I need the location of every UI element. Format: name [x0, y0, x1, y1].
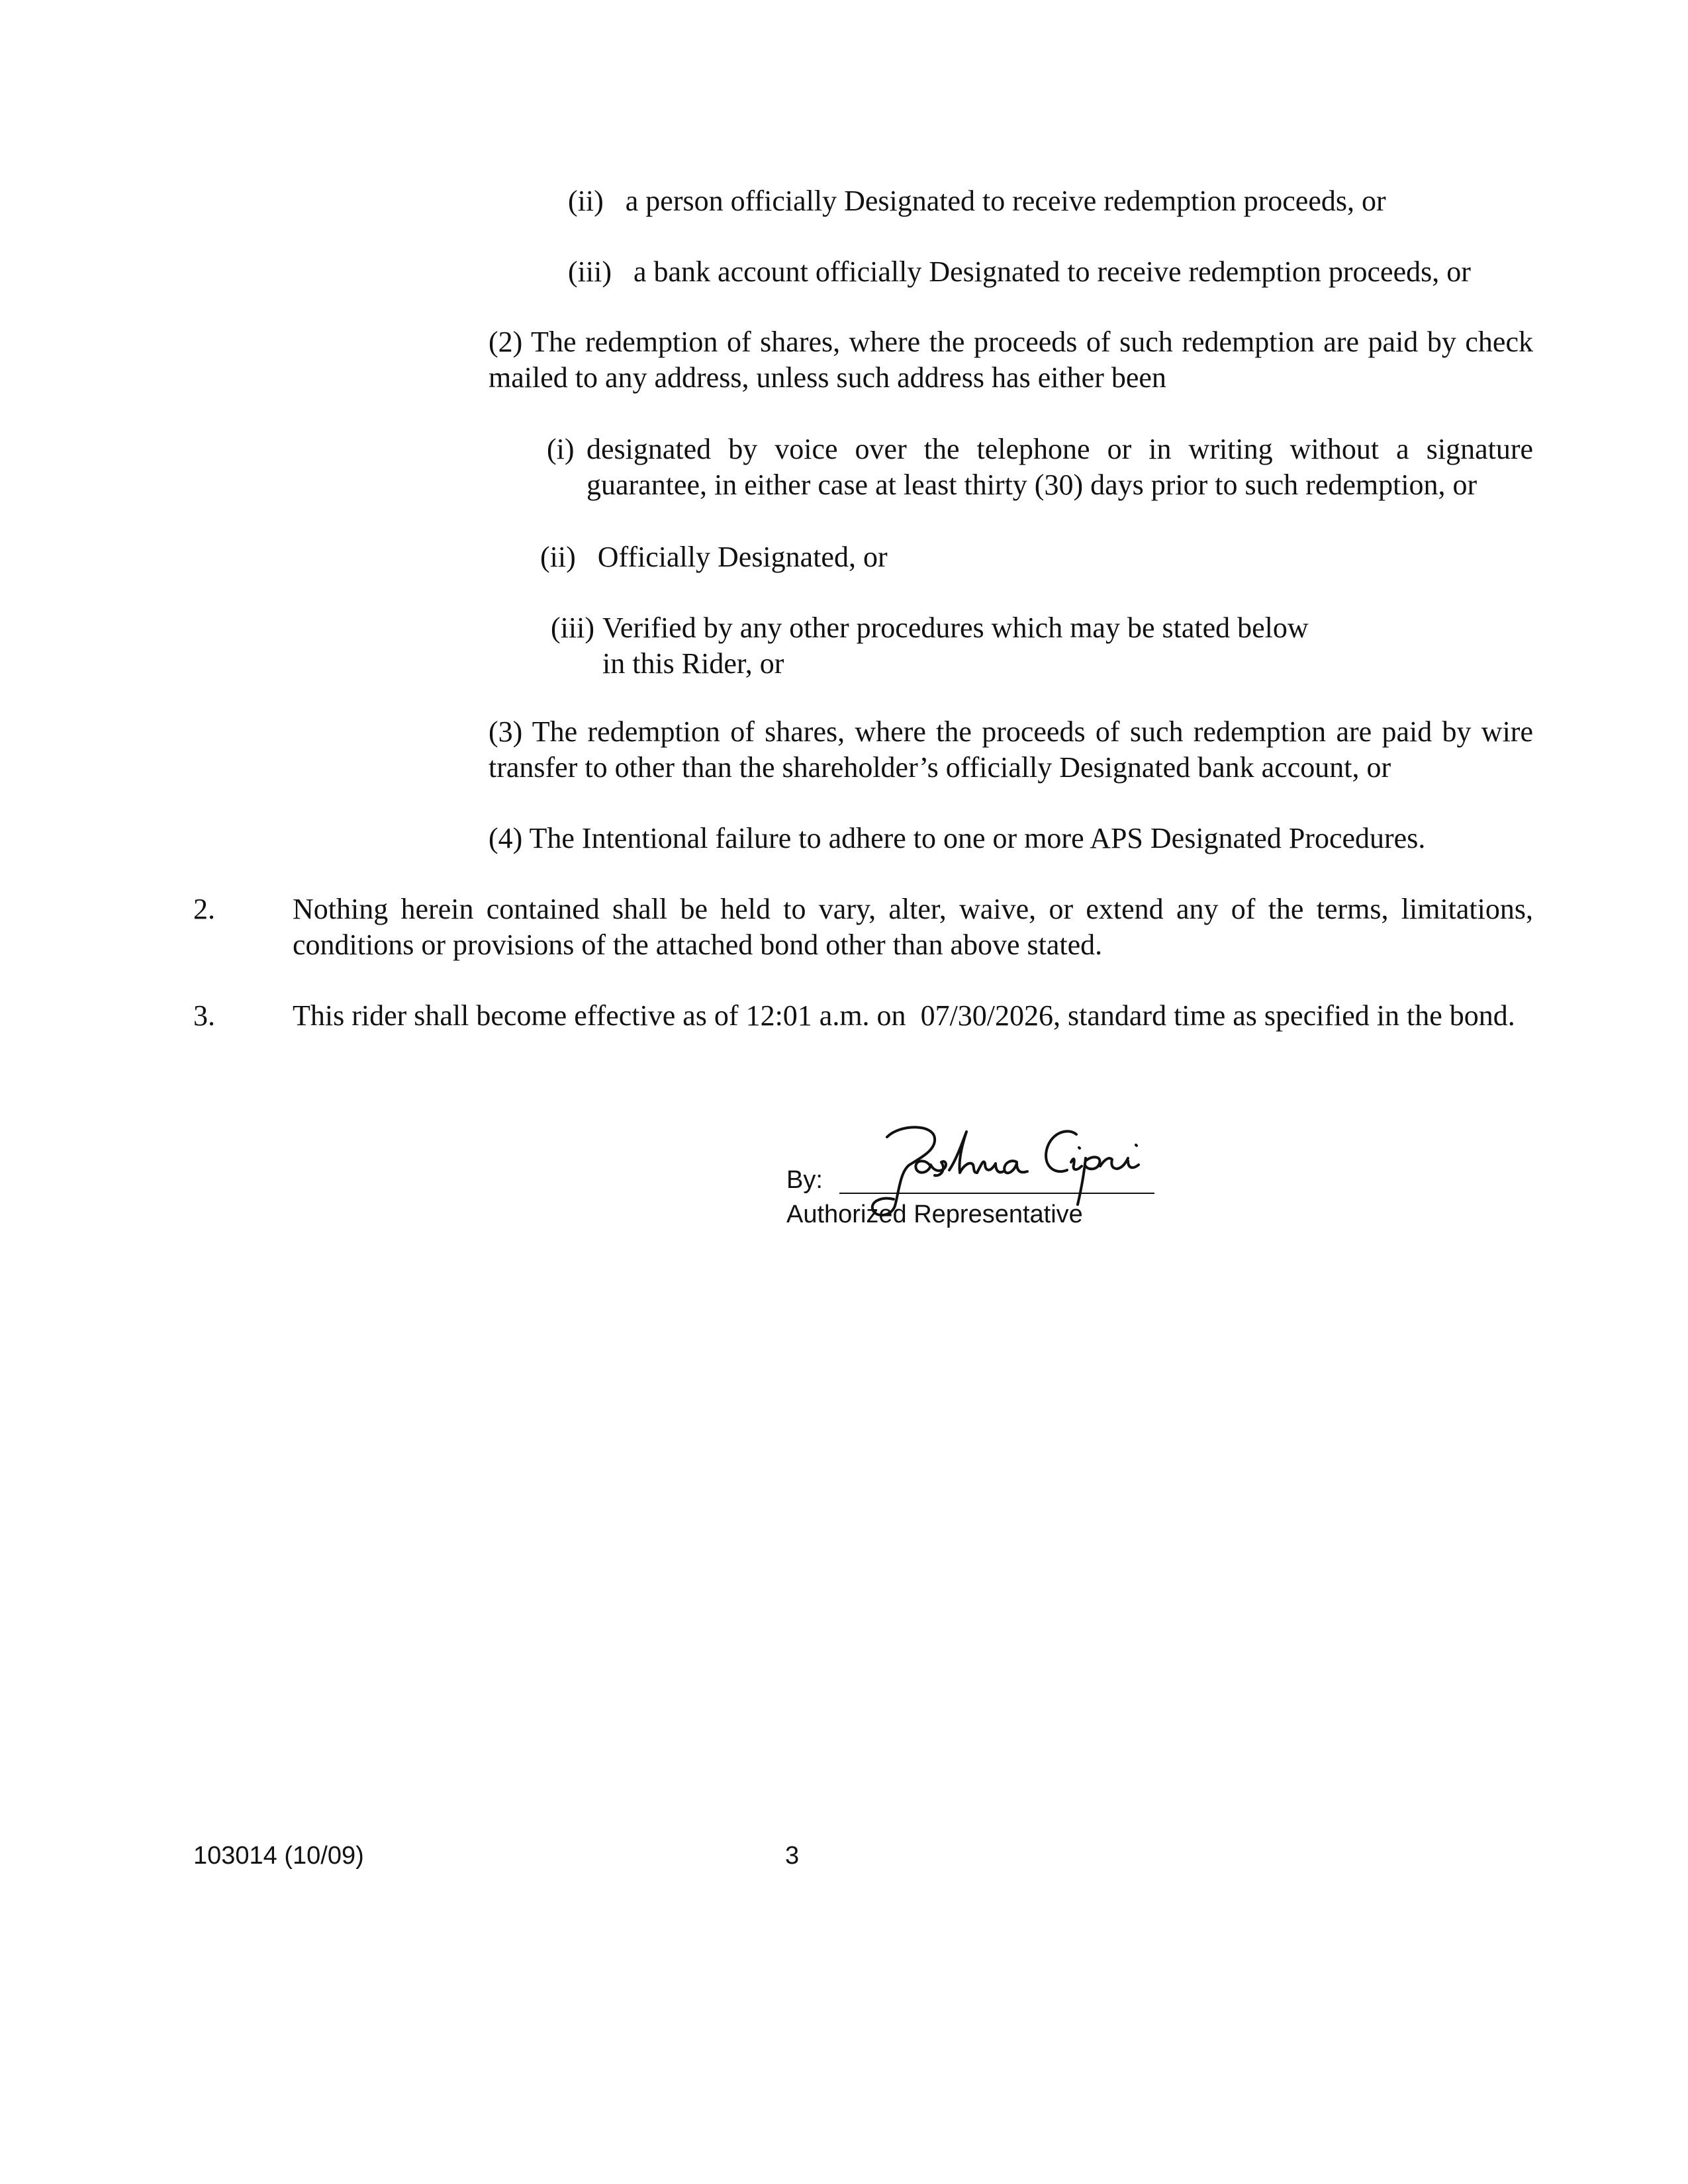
- item-2-iii-text: Verified by any other procedures which may be stated below in this Rider, or: [602, 612, 1309, 680]
- item-2-ii-text: Officially Designated, or: [597, 541, 888, 573]
- item-iii-bank-account-label: (iii): [568, 255, 612, 288]
- by-label: By:: [786, 1166, 823, 1194]
- item-2-check-redemption: (2) The redemption of shares, where the proceeds of such redemption are paid by check mailed to any address, unless such address has either been: [489, 326, 1533, 394]
- paragraph-3-text-after: , standard time as specified in the bond.: [1053, 999, 1515, 1032]
- item-2-ii-label: (ii): [540, 541, 576, 573]
- item-ii-person: [568, 183, 1495, 219]
- page-number: 3: [785, 1842, 800, 1870]
- authorized-representative-title: Authorized Representative: [786, 1201, 1083, 1228]
- paragraph-2-number: 2.: [193, 893, 215, 925]
- paragraph-3-text-before: This rider shall become effective as of 12:01 a.m. on: [293, 999, 914, 1032]
- item-ii-person-text: a person officially Designated to receive redemption proceeds, or: [625, 185, 1386, 217]
- item-2-i-text: designated by voice over the telephone or in writing without a signature guarantee, in either case at least thirty (30) days prior to such redemption, or: [586, 433, 1533, 501]
- effective-date: 07/30/2026: [920, 999, 1054, 1032]
- paragraph-3-number: 3.: [193, 999, 215, 1032]
- item-4-intentional-failure: (4) The Intentional failure to adhere to one or more APS Designated Procedures.: [489, 822, 1426, 854]
- item-2-iii-label: (iii): [551, 612, 594, 644]
- item-2-i-label: (i): [547, 433, 575, 465]
- form-number: 103014 (10/09): [193, 1842, 364, 1870]
- paragraph-3-text: [293, 998, 1603, 1034]
- item-ii-person-label: (ii): [568, 185, 604, 217]
- item-3-wire-redemption: (3) The redemption of shares, where the proceeds of such redemption are paid by wire transfer to other than the shareholder’s officially Designated bank account, or: [489, 715, 1533, 784]
- paragraph-2-text: Nothing herein contained shall be held to vary, alter, waive, or extend any of the terms, limitations, conditions or provisions of the attached bond other than above stated.: [293, 893, 1533, 961]
- item-2-ii: [540, 539, 1335, 575]
- item-iii-bank-account-text: a bank account officially Designated to receive redemption proceeds, or: [633, 255, 1471, 288]
- item-iii-bank-account: [568, 254, 1528, 290]
